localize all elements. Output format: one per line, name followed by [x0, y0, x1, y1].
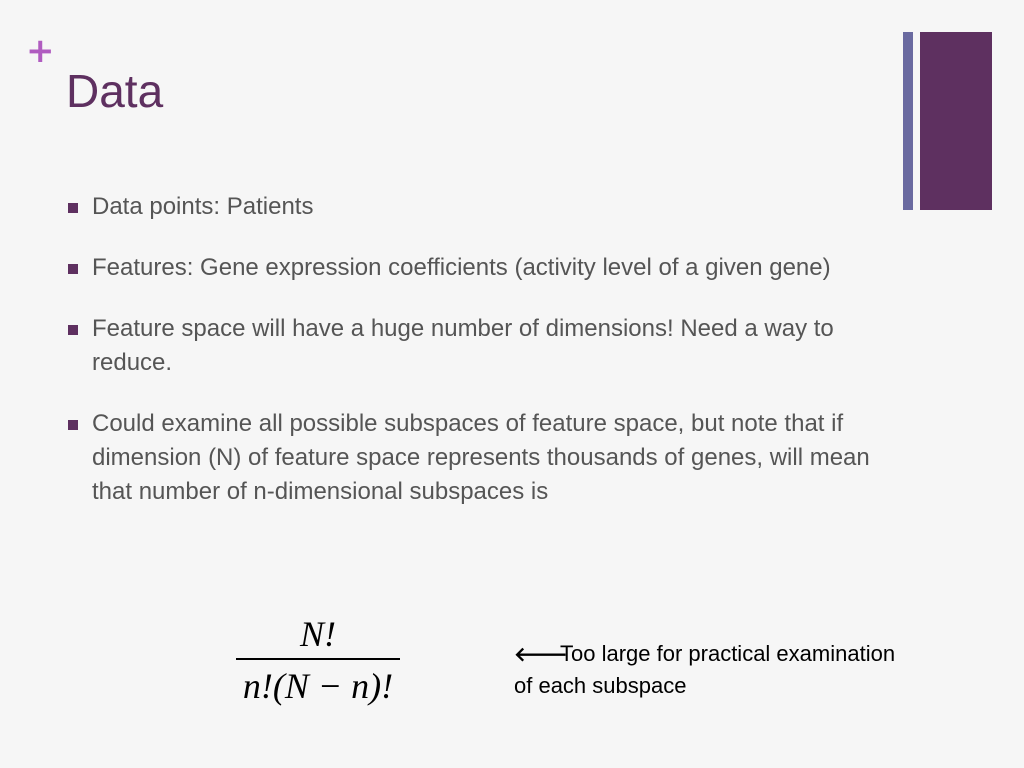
plus-mark-icon: +	[26, 31, 55, 71]
formula-denominator: n!(N − n)!	[242, 666, 394, 706]
note-text: Too large for practical examination of each subspace	[514, 641, 896, 698]
bullet-item	[66, 312, 886, 380]
formula-note	[514, 638, 914, 702]
bullet-text: Features: Gene expression coefficients (activity level of a given gene)	[92, 254, 831, 281]
bullet-text: Could examine all possible subspaces of feature space, but note that if dimension (N) of feature space represents thousands of genes, will mean that number of n-dimensional subspaces is	[92, 410, 870, 505]
decorative-bar-thick	[920, 32, 992, 210]
bullet-item	[66, 190, 886, 224]
bullet-list	[66, 190, 886, 536]
bullet-text: Data points: Patients	[92, 193, 314, 220]
bullet-item	[66, 251, 886, 285]
arrow-left-icon: 🡐	[514, 642, 568, 666]
bullet-square-icon	[68, 325, 78, 335]
slide-title: Data	[66, 65, 164, 117]
decorative-bar-thin	[903, 32, 913, 210]
combination-formula	[232, 614, 404, 706]
bullet-item	[66, 407, 886, 509]
bullet-square-icon	[68, 420, 78, 430]
bullet-square-icon	[68, 203, 78, 213]
bullet-square-icon	[68, 264, 78, 274]
formula-fraction-bar	[236, 658, 400, 660]
formula-numerator: N!	[300, 614, 336, 654]
bullet-text: Feature space will have a huge number of dimensions! Need a way to reduce.	[92, 315, 834, 376]
